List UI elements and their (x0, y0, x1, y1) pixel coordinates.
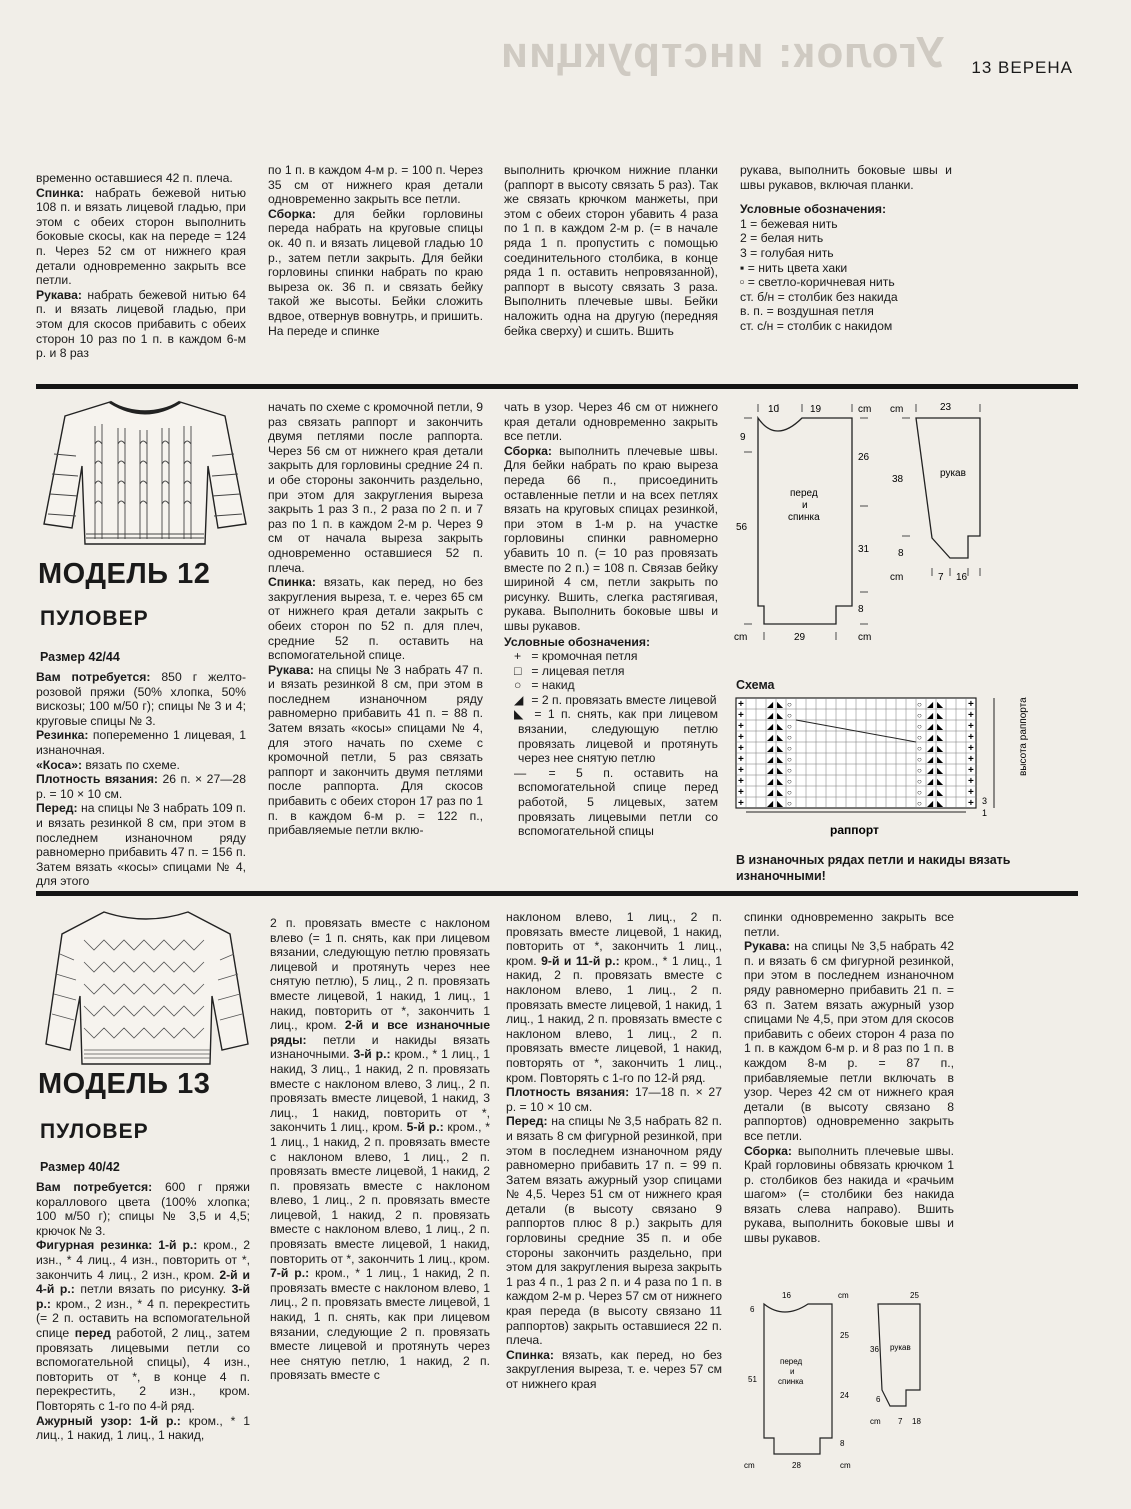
m12-col1-para-lead: Перед: (36, 801, 78, 816)
m12-col1-para-lead: Резинка: (36, 728, 89, 743)
svg-text:+: + (738, 765, 744, 776)
svg-text:+: + (738, 798, 744, 809)
m12-sleeve-label: рукав (940, 468, 966, 479)
svg-text:◢: ◢ (927, 799, 934, 808)
m13-col3-para: Спинка: вязать, как перед, но без закругления выреза, т. е. через 57 см от нижнего края (506, 1347, 722, 1391)
m13-col2-para-lead: 3-й р.: (353, 1047, 391, 1062)
m13-col1-para: Фигурная резинка: 1-й р.: кром., 2 изн., * 4 лиц., 4 изн., повторить от *, закончить 4 лиц., 2 изн., кром. (36, 1238, 251, 1282)
m13-col3-para: Плотность вязания: 17—18 п. × 27 р. = 10 × 10 см. (506, 1085, 722, 1114)
top-column-4 (740, 163, 952, 334)
m13-sleeve-cm-bottom: cm (870, 1417, 881, 1426)
model13-size: Размер 40/42 (40, 1160, 120, 1174)
svg-text:○: ○ (917, 755, 922, 764)
m12-sleeve-dim-16: 16 (956, 572, 968, 583)
top-legend-title: Условные обозначения: (740, 202, 887, 217)
m13-col1-para: 2-й и 4-й р.: петли вязать по рисунку. (36, 1267, 250, 1297)
svg-text:○: ○ (787, 799, 792, 808)
m12-legend-symbol: ◢ (514, 692, 524, 707)
svg-text:+: + (968, 776, 974, 787)
top-legend-item: ▫ = светло-коричневая нить (740, 275, 895, 290)
model12-pattern-diagram (730, 396, 1100, 646)
m12-col1-para-lead: «Коса»: (36, 757, 83, 772)
m13-col3-para-lead: 9-й и 11-й р.: (541, 953, 620, 968)
svg-text:○: ○ (917, 744, 922, 753)
svg-text:+: + (738, 732, 744, 743)
svg-text:◣: ◣ (777, 700, 784, 709)
m13-col4-para-lead: Сборка: (744, 1143, 792, 1158)
top-col4-text: рукава, выполнить боковые швы и швы рукавов, включая планки. (740, 163, 952, 192)
svg-text:+: + (968, 798, 974, 809)
m13-col3-para: 9-й и 11-й р.: кром., * 1 лиц., 1 накид, 2 п. провязать вместе с наклоном влево, 1 лиц., 2 п. провязать вместе лицевой, 1 накид, 1 лиц., 1 накид, 2 п. провязать вместе с наклоном влево, 1 лиц., 2 п. провязать вместе лицевой, 1 накид, повторять от *, закончить 1 лиц., кром. Повторять с 1-го по 12-й ряд. (506, 953, 722, 1085)
m13-front-dim-16: 16 (782, 1291, 791, 1300)
svg-text:◢: ◢ (767, 788, 774, 797)
svg-text:◢: ◢ (927, 766, 934, 775)
m13-col1-para-lead: Ажурный узор: 1-й р.: (36, 1413, 181, 1428)
svg-text:+: + (738, 754, 744, 765)
m12-sleeve-dim-38: 38 (892, 474, 904, 485)
svg-text:◣: ◣ (777, 711, 784, 720)
m13-front-label-1: перед (780, 1357, 803, 1366)
m12-front-dim-10: 10 (768, 404, 780, 415)
svg-text:+: + (968, 710, 974, 721)
svg-text:+: + (738, 721, 744, 732)
svg-text:◣: ◣ (937, 777, 944, 786)
svg-text:◢: ◢ (927, 788, 934, 797)
svg-text:○: ○ (787, 777, 792, 786)
m12-legend-item: + = кромочная петля (514, 649, 638, 664)
svg-text:◣: ◣ (777, 766, 784, 775)
m13-front-cm-bottom-right: cm (840, 1461, 851, 1470)
model13-pattern-diagram (740, 1290, 990, 1470)
m12-legend-symbol: □ (514, 663, 522, 678)
svg-text:◣: ◣ (937, 755, 944, 764)
m12-front-dim-26: 26 (858, 452, 870, 463)
svg-text:○: ○ (787, 700, 792, 709)
svg-text:○: ○ (917, 711, 922, 720)
svg-text:+: + (968, 765, 974, 776)
m13-col1-para: перед работой, 2 лиц., затем провязать лицевыми петли со вспомогательной спицы), 4 изн., повторить от *, в конце 4 п. перекрестить, 2 изн., кром. Повторять с 1-го по 4-й ряд. (36, 1325, 250, 1413)
model13-column-4 (744, 910, 954, 1246)
m13-sleeve-dim-7: 7 (898, 1417, 903, 1426)
top-column-2 (268, 163, 483, 338)
svg-text:+: + (968, 787, 974, 798)
m13-front-label-3: спинка (778, 1377, 804, 1386)
m12-legend-item: □ = лицевая петля (514, 663, 625, 678)
top-legend-item: ст. с/н = столбик с накидом (740, 318, 893, 333)
svg-text:◢: ◢ (767, 733, 774, 742)
svg-text:◢: ◢ (767, 766, 774, 775)
svg-text:○: ○ (917, 788, 922, 797)
m13-col1-para: 3-й р.: кром., 2 изн., * 4 п. перекрестить (= 2 п. оставить на вспомогательной спице (36, 1282, 250, 1340)
model12-title: МОДЕЛЬ 12 (38, 558, 211, 590)
m12-col2-para: Рукава: на спицы № 3 набрать 47 п. и вязать резинкой 8 см, при этом в последнем изнаночном ряду равномерно прибавить 41 п. = 88 п. Затем вязать «косы» спицами № 4, для этого начать по схеме с кромочной петли, 5 раз связать раппорт и закончить двумя петлями после раппорта. Для скосов прибавить с обеих сторон 17 раз по 1 п. в каждом 6-м р. = 122 п., прибавляемые петли вклю- (268, 662, 483, 838)
top-col1-para: Рукава: набрать бежевой нитью 64 п. и вязать лицевой гладью, при этом для скосов прибавить с обеих сторон 10 раз по 1 п. в каждом 6-м р. и 8 раз (36, 287, 246, 361)
m12-col3-para-lead: Сборка: (504, 443, 552, 458)
top-legend-item: 1 = бежевая нить (740, 216, 838, 231)
m13-col1-para: Ажурный узор: 1-й р.: кром., * 1 лиц., 1 накид, 1 лиц., 1 накид, (36, 1413, 250, 1443)
svg-text:○: ○ (787, 766, 792, 775)
m13-col3-para: наклоном влево, 1 лиц., 2 п. провязать вместе лицевой, 1 накид, повторить от *, закончить 1 лиц., кром. (506, 910, 722, 968)
m13-col1-para-lead: перед (74, 1325, 111, 1340)
model12-scheme-grid (734, 692, 1034, 842)
svg-text:◢: ◢ (927, 700, 934, 709)
m12-scheme-row-3: 3 (982, 796, 988, 806)
svg-text:+: + (968, 754, 974, 765)
svg-text:+: + (738, 787, 744, 798)
model12-scheme-title: Схема (736, 678, 775, 692)
m12-legend-symbol: — (514, 765, 527, 780)
m12-front-dim-56: 56 (736, 522, 748, 533)
top-col3-para: выполнить крючком нижние планки (раппорт в высоту связать 5 раз). Так же связать крючком манжеты, при этом с обеих сторон убавить 4 раза по 1 п. в каждом 2-м р. (= в начале ряда 1 п. пропустить с помощью соединительного столбика, в конце ряда 1 п. оставить непровязанной), раппорт в высоту связать 3 раза. Выполнить плечевые швы. Бейки наложить одна на другую (передняя бейка сверху) и сшить. Вшить (504, 163, 718, 338)
m13-front-dim-51: 51 (748, 1375, 757, 1384)
svg-text:◣: ◣ (777, 755, 784, 764)
m12-scheme-rapport-label: раппорт (830, 823, 879, 837)
svg-text:○: ○ (917, 722, 922, 731)
top-legend-list (740, 217, 952, 334)
m12-col1-para-lead: Вам потребуется: (36, 670, 151, 684)
svg-text:+: + (738, 699, 744, 710)
m12-col2-para-lead: Рукава: (268, 662, 314, 677)
m12-legend-item: — = 5 п. оставить на вспомогательной спице перед работой, 5 лицевых, затем провязать лицевыми петли со вспомогательной спицы (514, 765, 718, 839)
m13-front-dim-28: 28 (792, 1461, 801, 1470)
m13-col3-para-lead: Спинка: (506, 1347, 554, 1362)
top-legend-item: ст. б/н = столбик без накида (740, 289, 898, 304)
m12-front-dim-9: 9 (740, 432, 746, 443)
m12-front-cm-bottom-right: cm (858, 632, 872, 643)
svg-text:◣: ◣ (937, 733, 944, 742)
m12-front-dim-31: 31 (858, 544, 870, 555)
m13-col1-para-lead: 3-й р.: (36, 1282, 250, 1311)
m12-sleeve-cm-top: cm (890, 404, 904, 415)
top-col2-para: Сборка: для бейки горловины переда набрать на круговые спицы ок. 40 п. и вязать лицевой гладью 10 р., затем петли закрыть. Для бейки горловины спинки набрать по краю выреза ок. 36 п. и связать бейку такой же высоты. Бейки сложить вдвое, отвернув вовнутрь, и пришить. На переде и спинке (268, 206, 483, 338)
m12-legend-item: ◢ = 2 п. провязать вместе лицевой (514, 692, 717, 707)
top-legend-item: ▪ = нить цвета хаки (740, 260, 848, 275)
svg-text:◣: ◣ (777, 722, 784, 731)
svg-text:◣: ◣ (937, 766, 944, 775)
model12-sweater-illustration (40, 394, 250, 559)
m13-col2-para-lead: 2-й и все изнаночные ряды: (270, 1018, 490, 1047)
magazine-section-title: Уголок: инструкции (500, 28, 944, 77)
model12-legend-title: Условные обозначения: (504, 634, 651, 649)
top-col1-para-lead: Спинка: (36, 185, 84, 200)
m12-front-dim-29: 29 (794, 632, 806, 643)
m12-front-label-3: спинка (788, 512, 820, 523)
section-divider-bottom (36, 891, 1078, 896)
svg-text:○: ○ (917, 799, 922, 808)
m13-front-dim-24: 24 (840, 1391, 849, 1400)
m13-col2-para: 2-й и все изнаночные ряды: петли и накиды вязать изнаночными. (270, 1018, 490, 1062)
svg-text:+: + (968, 732, 974, 743)
model12-scheme-note: В изнаночных рядах петли и накиды вязать изнаночными! (736, 853, 1011, 883)
svg-text:◢: ◢ (767, 777, 774, 786)
svg-text:+: + (738, 776, 744, 787)
model13-column-2 (270, 916, 490, 1383)
svg-text:◢: ◢ (767, 700, 774, 709)
m12-col1-para: Вам потребуется: 850 г желто-розовой пряжи (50% хлопка, 50% вискозы; 100 м/50 г); спицы № 3 и 4; круговые спицы № 3. (36, 670, 247, 728)
m12-legend-symbol: + (514, 649, 522, 664)
m12-col3-para: чать в узор. Через 46 см от нижнего края детали одновременно закрыть все петли. (504, 400, 718, 444)
m13-col2-para: 3-й р.: кром., * 1 лиц., 1 накид, 3 лиц., 1 накид, 2 п. провязать вместе с наклоном влево, 3 лиц., 2 п. провязать вместе лицевой, 1 накид, 3 лиц., 1 накид, повторить от *, закончить 1 лиц., кром. (270, 1047, 490, 1135)
top-col1-para: Спинка: набрать бежевой нитью 108 п. и вязать лицевой гладью, при этом с обеих сторон выполнить боковые скосы, как на переде = 124 п. Через 52 см от нижнего края детали одновременно закрыть все петли. (36, 185, 246, 288)
model13-kind: ПУЛОВЕР (40, 1120, 149, 1143)
top-col1-para: временно оставшиеся 42 п. плеча. (36, 171, 233, 185)
svg-text:○: ○ (787, 755, 792, 764)
m13-col2-para: 5-й р.: кром., * 1 лиц., 1 накид, 2 п. провязать вместе с наклоном влево, 1 лиц., 2 п. провязать вместе лицевой, 1 накид, 2 п. провязать вместе с наклоном влево, 1 лиц., 2 п. провязать вместе лицевой, 1 накид, 2 п. провязать вместе с наклоном влево, 1 лиц., 2 п. провязать вместе лицевой, 1 накид, повторить от *, закончить 1 лиц., кром. (270, 1120, 490, 1266)
m13-col1-para-lead: Фигурная резинка: 1-й р.: (36, 1238, 198, 1253)
m12-legend-symbol: ○ (514, 678, 522, 693)
svg-text:○: ○ (787, 711, 792, 720)
m13-col4-para: Сборка: выполнить плечевые швы. Край горловины обвязать крючком 1 р. столбиков без накида и «рачьим шагом» (= столбики без накида вязать слева направо). Вшить рукава, выполнить боковые швы и швы рукавов. (744, 1143, 954, 1246)
m13-col1-para-lead: Вам потребуется: (36, 1180, 153, 1194)
m13-col2-para: 7-й р.: кром., * 1 лиц., 1 накид, 2 п. провязать вместе с наклоном влево, 1 лиц., 2 п. провязать вместе лицевой, 1 накид, 1 п. снять, как при лицевом вязании, следующие 2 п. провязать вместе лицевой и протянуть через нее снятую петлю, 1 накид, 2 п. провязать вместе с (270, 1266, 490, 1383)
m12-sleeve-dim-8: 8 (898, 548, 904, 559)
svg-text:◣: ◣ (937, 788, 944, 797)
m13-front-label-2: и (790, 1367, 795, 1376)
model12-column-2 (268, 400, 483, 838)
model12-size: Размер 42/44 (40, 650, 120, 664)
m12-front-cm-top: cm (858, 404, 872, 415)
m13-col4-para: спинки одновременно закрыть все петли. (744, 910, 954, 939)
svg-text:◢: ◢ (927, 722, 934, 731)
m12-sleeve-dim-7: 7 (938, 572, 944, 583)
svg-text:◢: ◢ (927, 711, 934, 720)
svg-text:◣: ◣ (937, 744, 944, 753)
svg-text:+: + (968, 699, 974, 710)
m12-col1-para-lead: Плотность вязания: (36, 772, 158, 787)
svg-text:◣: ◣ (937, 722, 944, 731)
model12-column-1 (36, 670, 246, 889)
m12-scheme-height-label: высота раппорта (1018, 697, 1029, 776)
m12-scheme-row-1: 1 (982, 808, 988, 818)
m13-col3-para: Перед: на спицы № 3,5 набрать 82 п. и вязать 8 см фигурной резинкой, при этом в последнем изнаночном ряду равномерно прибавить 17 п. = 99 п. Затем вязать ажурный узор спицами № 4,5. Через 51 см от нижнего края детали (в высоту связано 9 раппортов плюс 8 р.) закрыть для горловины средние 35 п. и обе стороны закончить раздельно, при этом для закругления выреза закрыть 1 раз 4 п., 1 раз 2 п. и 4 раза по 1 п. в каждом 2-м р. Через 57 см от нижнего края переда (в высоту связано 11 раппортов) закрыть оставшиеся 22 п. плеча. (506, 1114, 722, 1348)
svg-text:◢: ◢ (767, 744, 774, 753)
model13-column-1 (36, 1180, 250, 1443)
m13-sleeve-dim-6: 6 (876, 1395, 881, 1404)
svg-text:○: ○ (917, 766, 922, 775)
svg-text:◢: ◢ (927, 755, 934, 764)
svg-text:○: ○ (787, 744, 792, 753)
m13-col2-para-lead: 5-й р.: (406, 1120, 444, 1135)
top-legend-item: 3 = голубая нить (740, 245, 834, 260)
top-legend-item: 2 = белая нить (740, 231, 824, 246)
m12-sleeve-cm-bottom: cm (890, 572, 904, 583)
m12-front-label-1: перед (790, 488, 818, 499)
svg-text:○: ○ (917, 733, 922, 742)
m12-col1-para: «Коса»: вязать по схеме. (36, 757, 180, 772)
m13-sleeve-dim-25: 25 (910, 1291, 919, 1300)
m13-front-dim-25: 25 (840, 1331, 849, 1340)
svg-text:◣: ◣ (937, 711, 944, 720)
m13-sleeve-label: рукав (890, 1343, 911, 1352)
m12-col1-para: Резинка: попеременно 1 лицевая, 1 изнаночная. (36, 728, 246, 757)
m12-front-dim-8: 8 (858, 604, 864, 615)
m13-front-dim-8: 8 (840, 1439, 845, 1448)
svg-text:◣: ◣ (777, 744, 784, 753)
m13-col4-para: Рукава: на спицы № 3,5 набрать 42 п. и вязать 6 см фигурной резинкой, при этом в последнем изнаночном ряду равномерно прибавить 21 п. = 63 п. Затем вязать ажурный узор спицами № 4,5, при этом для скосов прибавить с обеих сторон 4 раза по 1 п. в каждом 6-м р. и 8 раз по 1 п. в каждом 8-м р. = 87 п., прибавляемые петли включать в узор. Через 42 см от нижнего края детали (в высоту связано 8 раппортов) одновременно закрыть все петли. (744, 939, 954, 1143)
svg-text:+: + (968, 721, 974, 732)
m13-front-cm-top: cm (838, 1291, 849, 1300)
m13-front-dim-6: 6 (750, 1305, 755, 1314)
m13-front-cm-bottom-left: cm (744, 1461, 755, 1470)
svg-text:◢: ◢ (767, 799, 774, 808)
svg-text:◢: ◢ (767, 722, 774, 731)
svg-text:○: ○ (917, 700, 922, 709)
m12-col2-para-lead: Спинка: (268, 575, 316, 590)
top-column-3 (504, 163, 718, 338)
model13-sweater-illustration (44, 904, 249, 1072)
svg-text:○: ○ (787, 722, 792, 731)
m13-col4-para-lead: Рукава: (744, 939, 790, 954)
svg-text:◢: ◢ (767, 755, 774, 764)
m12-front-dim-19: 19 (810, 404, 822, 415)
m12-col1-para: Плотность вязания: 26 п. × 27—28 р. = 10 × 10 см. (36, 772, 246, 801)
m12-sleeve-dim-23: 23 (940, 402, 952, 413)
svg-text:+: + (968, 743, 974, 754)
m12-col2-para: начать по схеме с кромочной петли, 9 раз связать раппорт и закончить двумя петлями после раппорта. Через 56 см от нижнего края детали закрыть для горловины средние 24 п. и обе стороны закончить раздельно, при этом для закругления выреза закрыть 1 раз 3 п., 2 раза по 2 п. и 7 раз по 1 п. в каждом 2-м р. Через 9 см от начала выреза закрыть одновременно оставшиеся 52 п. плеча. (268, 400, 483, 575)
svg-text:◢: ◢ (927, 744, 934, 753)
top-col1-para-lead: Рукава: (36, 287, 82, 302)
model12-kind: ПУЛОВЕР (40, 607, 149, 630)
m13-col3-para-lead: Перед: (506, 1114, 548, 1129)
svg-text:◣: ◣ (937, 700, 944, 709)
m12-legend-item: ○ = накид (514, 678, 575, 693)
svg-text:◣: ◣ (777, 733, 784, 742)
m12-col3-para: Сборка: выполнить плечевые швы. Для бейки набрать по краю выреза переда 66 п., присоединить оставленные петли и на всех петлях вязать на круговых спицах резинкой, при этом в 1-м р. на участке горловины спинки равномерно убавить 10 п. (= 10 раз провязать вместе по 2 п.) = 108 п. Связав бейку шириной 4 см, петли закрыть по рисунку. Вшить, слегка растягивая, рукава. Выполнить боковые швы и швы рукавов. (504, 443, 718, 633)
svg-text:○: ○ (917, 777, 922, 786)
model12-column-3 (504, 400, 718, 839)
m13-col2-para-lead: 7-й р.: (270, 1266, 310, 1281)
m13-sleeve-dim-36: 36 (870, 1345, 879, 1354)
svg-text:◣: ◣ (777, 777, 784, 786)
m13-col3-para-lead: Плотность вязания: (506, 1085, 630, 1100)
svg-text:○: ○ (787, 733, 792, 742)
top-legend-item: в. п. = воздушная петля (740, 304, 874, 319)
svg-text:◣: ◣ (937, 799, 944, 808)
page-number: 13 ВЕРЕНА (971, 58, 1073, 77)
svg-text:◢: ◢ (767, 711, 774, 720)
model13-column-3 (506, 910, 722, 1392)
m13-col1-para: Вам потребуется: 600 г пряжи кораллового цвета (100% хлопка; 100 м/50 г); спицы № 3,5 и 4,5; крючок № 3. (36, 1180, 250, 1238)
svg-text:+: + (738, 743, 744, 754)
m13-col2-para: 2 п. провязать вместе с наклоном влево (= 1 п. снять, как при лицевом вязании, следующую петлю провязать лицевой и протянуть через нее снятую петлю), 5 лиц., 2 п. провязать вместе лицевой, 1 накид, 1 лиц., 1 накид, повторить от *, закончить 1 лиц., кром. (270, 916, 490, 1033)
model13-title: МОДЕЛЬ 13 (38, 1068, 211, 1100)
m12-legend-item: ◣ = 1 п. снять, как при лицевом вязании, следующую петлю провязать лицевой и протянуть через нее снятую петлю (514, 707, 718, 766)
svg-text:○: ○ (787, 788, 792, 797)
svg-text:◣: ◣ (777, 799, 784, 808)
m12-col2-para: Спинка: вязать, как перед, но без закругления выреза, т. е. через 65 см от нижнего края детали закрыть с обеих сторон по 52 п. для плеч, средние 52 п. оставить на вспомогательной спице. (268, 575, 483, 663)
model12-legend-list (504, 649, 718, 839)
m12-legend-symbol: ◣ (514, 707, 524, 722)
m13-col1-para-lead: 2-й и 4-й р.: (36, 1267, 250, 1297)
top-col2-para: по 1 п. в каждом 4-м р. = 100 п. Через 35 см от нижнего края детали одновременно закрыть все петли. (268, 163, 483, 207)
top-column-1 (36, 171, 246, 361)
svg-text:◢: ◢ (927, 733, 934, 742)
m13-sleeve-dim-18: 18 (912, 1417, 921, 1426)
m12-front-label-2: и (802, 500, 808, 511)
svg-text:◢: ◢ (927, 777, 934, 786)
section-divider-top (36, 384, 1078, 389)
m12-col1-para: Перед: на спицы № 3 набрать 109 п. и вязать резинкой 8 см, при этом в последнем изнаночном ряду равномерно прибавить 47 п. = 156 п. Затем вязать «косы» спицами № 4, для этого (36, 801, 246, 889)
top-col2-para-lead: Сборка: (268, 206, 316, 221)
m12-front-cm-bottom-left: cm (734, 632, 748, 643)
svg-text:+: + (738, 710, 744, 721)
svg-text:◣: ◣ (777, 788, 784, 797)
